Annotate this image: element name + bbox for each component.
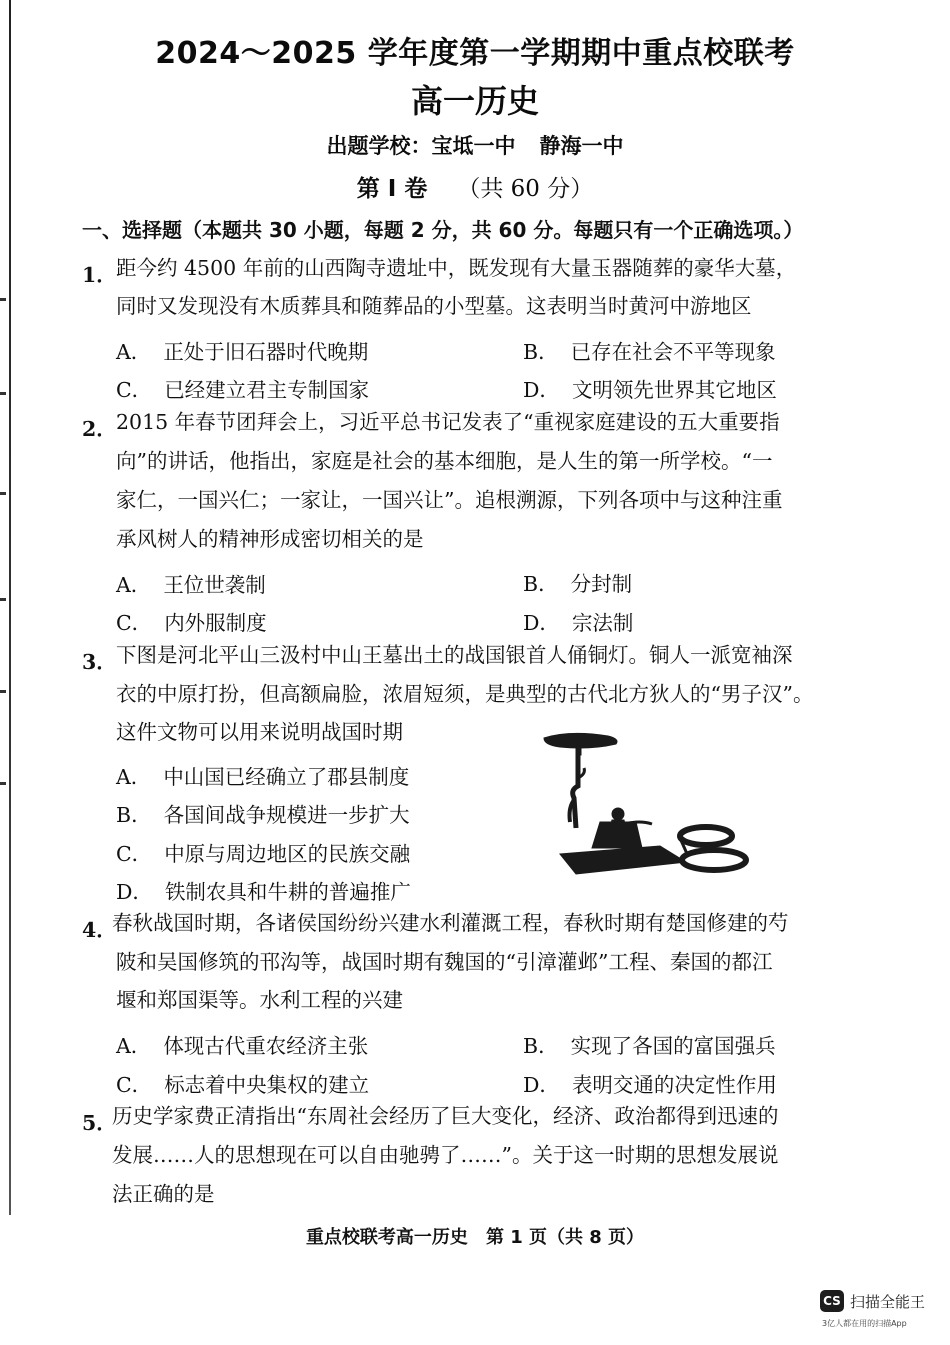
- question-number: 2．: [82, 417, 117, 441]
- option-text: 铁制农具和牛耕的普遍推广: [164, 880, 411, 904]
- exam-title: 2024～2025 学年度第一学期期中重点校联考: [155, 36, 795, 71]
- page-footer: [0, 1223, 950, 1249]
- option-letter: A．: [116, 765, 152, 789]
- option-letter: D．: [523, 1073, 560, 1097]
- option-text: 正处于旧石器时代晚期: [163, 340, 369, 364]
- option-text: 实现了各国的富国强兵: [570, 1034, 776, 1058]
- footer-exam-name: 重点校联考高一历史: [305, 1227, 468, 1248]
- option-letter: A．: [116, 573, 152, 597]
- option-c: [116, 837, 410, 867]
- option-letter: C．: [116, 611, 153, 635]
- bronze-lamp-figure: [540, 728, 755, 888]
- question-text-line: 这件文物可以用来说明战国时期: [116, 720, 403, 744]
- option-letter: C．: [116, 1073, 153, 1097]
- question-number: 1．: [82, 263, 117, 287]
- option-d: [116, 875, 411, 905]
- section-heading: 一、选择题（本题共 30 小题，每题 2 分，共 60 分。每题只有一个正确选项。）: [82, 218, 804, 242]
- option-c: [116, 606, 267, 636]
- option-c: [116, 1068, 369, 1098]
- option-b: [523, 567, 632, 597]
- camscanner-logo-icon: CS: [820, 1290, 844, 1312]
- option-letter: A．: [116, 340, 152, 364]
- option-b: [116, 798, 410, 828]
- question-number: 3．: [82, 650, 117, 674]
- margin-mark: [0, 392, 6, 395]
- option-a: [116, 760, 409, 790]
- option-letter: B．: [523, 340, 559, 364]
- option-letter: B．: [523, 572, 559, 596]
- option-letter: C．: [116, 378, 153, 402]
- option-a: [116, 335, 368, 365]
- part-points: （共 60 分）: [457, 176, 594, 202]
- option-text: 内外服制度: [164, 611, 267, 635]
- option-text: 表明交通的决定性作用: [571, 1073, 777, 1097]
- option-text: 王位世袭制: [163, 573, 266, 597]
- part-label: 第 Ⅰ 卷: [356, 176, 428, 202]
- subject-title: 高一历史: [410, 82, 539, 120]
- question-text-line: 陂和吴国修筑的邗沟等，战国时期有魏国的“引漳灌邺”工程、秦国的都江: [116, 950, 773, 974]
- question-text-line: 向”的讲话，他指出，家庭是社会的基本细胞，是人生的第一所学校。“一: [116, 449, 773, 473]
- question-text-line: 2015 年春节团拜会上，习近平总书记发表了“重视家庭建设的五大重要指: [116, 410, 780, 434]
- question-text-line: 堰和郑国渠等。水利工程的兴建: [116, 988, 403, 1012]
- question-text-line: 家仁，一国兴仁；一家让，一国兴让”。追根溯源，下列各项中与这种注重: [116, 488, 783, 512]
- scanner-tagline: 3亿人都在用的扫描App: [822, 1319, 907, 1328]
- margin-mark: [0, 298, 6, 301]
- question-text-line: 承风树人的精神形成密切相关的是: [116, 527, 424, 551]
- question-text-line: 衣的中原打扮，但高额扁脸，浓眉短须，是典型的古代北方狄人的“男子汉”。: [116, 682, 814, 706]
- question-text-line: 春秋战国时期，各诸侯国纷纷兴建水利灌溉工程，春秋时期有楚国修建的芍: [112, 911, 789, 935]
- option-text: 中原与周边地区的民族交融: [164, 842, 411, 866]
- option-letter: D．: [523, 378, 560, 402]
- option-a: [116, 1029, 368, 1059]
- option-text: 体现古代重农经济主张: [163, 1034, 369, 1058]
- option-b: [523, 335, 776, 365]
- option-text: 中山国已经确立了郡县制度: [163, 765, 410, 789]
- question-text-line: 发展……人的思想现在可以自由驰骋了……”。关于这一时期的思想发展说: [112, 1143, 779, 1167]
- question-number: 4．: [82, 918, 117, 942]
- option-letter: D．: [523, 611, 560, 635]
- scanner-watermark: [820, 1290, 935, 1335]
- option-c: [116, 373, 369, 403]
- footer-page-info: 第 1 页（共 8 页）: [485, 1227, 645, 1248]
- question-text-line: 同时又发现没有木质葬具和随葬品的小型墓。这表明当时黄河中游地区: [116, 294, 752, 318]
- part-heading: [0, 170, 950, 203]
- margin-mark: [0, 492, 6, 495]
- option-b: [523, 1029, 776, 1059]
- option-text: 各国间战争规模进一步扩大: [163, 803, 410, 827]
- option-letter: B．: [116, 803, 152, 827]
- schools-line: [0, 130, 950, 160]
- margin-mark: [0, 782, 6, 785]
- question-text-line: 下图是河北平山三汲村中山王墓出土的战国银首人俑铜灯。铜人一派宽袖深: [116, 643, 793, 667]
- question-text-line: 历史学家费正清指出“东周社会经历了巨大变化，经济、政治都得到迅速的: [112, 1104, 779, 1128]
- option-text: 宗法制: [571, 611, 634, 635]
- option-text: 已存在社会不平等现象: [570, 340, 776, 364]
- option-letter: B．: [523, 1034, 559, 1058]
- option-d: [523, 373, 777, 403]
- school-second: 静海一中: [539, 134, 624, 158]
- option-text: 标志着中央集权的建立: [164, 1073, 370, 1097]
- option-letter: C．: [116, 842, 153, 866]
- question-text-line: 距今约 4500 年前的山西陶寺遗址中，既发现有大量玉器随葬的豪华大墓，: [116, 256, 797, 280]
- option-text: 已经建立君主专制国家: [164, 378, 370, 402]
- option-text: 文明领先世界其它地区: [571, 378, 777, 402]
- option-d: [523, 606, 633, 636]
- question-text-line: 法正确的是: [112, 1182, 215, 1206]
- option-letter: A．: [116, 1034, 152, 1058]
- schools-label: 出题学校：宝坻一中: [326, 134, 516, 158]
- option-text: 分封制: [570, 572, 633, 596]
- question-number: 5．: [82, 1111, 117, 1135]
- margin-mark: [0, 690, 6, 693]
- option-letter: D．: [116, 880, 153, 904]
- option-a: [116, 568, 266, 598]
- scanner-brand: 扫描全能王: [850, 1293, 926, 1311]
- margin-mark: [0, 598, 6, 601]
- option-d: [523, 1068, 777, 1098]
